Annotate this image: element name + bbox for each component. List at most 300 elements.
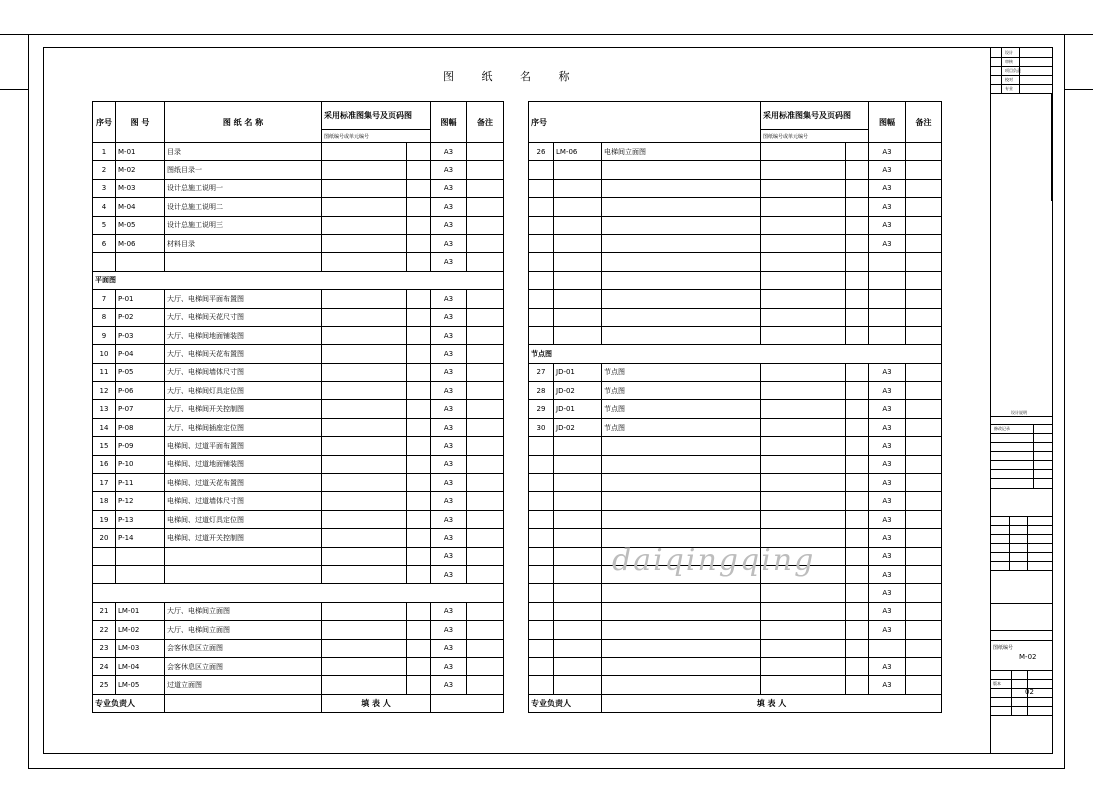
cell-ref bbox=[761, 198, 846, 216]
cell-ref bbox=[322, 179, 407, 197]
cell-ref-sub bbox=[846, 474, 869, 492]
cell-ref-sub bbox=[407, 510, 431, 528]
cell-ref bbox=[322, 676, 407, 694]
page-title: 图 纸 名 称 bbox=[443, 70, 582, 83]
table-row bbox=[93, 529, 504, 547]
cell-code bbox=[116, 547, 165, 565]
cell-no: 8 bbox=[93, 308, 116, 326]
cell-size: A3 bbox=[431, 474, 467, 492]
footer-lead-label: 专业负责人 bbox=[529, 694, 602, 712]
cell-ref bbox=[761, 584, 846, 602]
cell-ref bbox=[761, 253, 846, 271]
cell-code bbox=[554, 198, 602, 216]
cell-name: 大厅、电梯间插座定位图 bbox=[165, 418, 322, 436]
cell-note bbox=[906, 143, 942, 161]
table-row bbox=[93, 400, 504, 418]
cell-ref bbox=[322, 308, 407, 326]
cell-ref bbox=[322, 565, 407, 583]
table-row bbox=[93, 621, 504, 639]
cell-no bbox=[529, 657, 554, 675]
cell-note bbox=[467, 382, 504, 400]
table-header bbox=[93, 102, 504, 130]
cell-note bbox=[467, 437, 504, 455]
cell-name: 电梯间、过道灯具定位图 bbox=[165, 510, 322, 528]
cell-no: 25 bbox=[93, 676, 116, 694]
cell-ref-sub bbox=[407, 639, 431, 657]
cell-note bbox=[467, 565, 504, 583]
cell-ref bbox=[761, 161, 846, 179]
cell-no: 28 bbox=[529, 382, 554, 400]
cell-code: JD-02 bbox=[554, 382, 602, 400]
cell-ref-sub bbox=[407, 657, 431, 675]
cell-ref bbox=[322, 234, 407, 252]
cell-ref-sub bbox=[407, 253, 431, 271]
table-row bbox=[529, 474, 942, 492]
cell-note bbox=[906, 639, 942, 657]
cell-no bbox=[529, 234, 554, 252]
table-row bbox=[529, 657, 942, 675]
table-row bbox=[93, 547, 504, 565]
cell-no bbox=[529, 216, 554, 234]
cell-name bbox=[165, 547, 322, 565]
cell-note bbox=[467, 657, 504, 675]
cell-code: P-12 bbox=[116, 492, 165, 510]
table-row bbox=[93, 639, 504, 657]
cell-code bbox=[554, 161, 602, 179]
cell-ref bbox=[322, 529, 407, 547]
cell-note bbox=[467, 621, 504, 639]
cell-note bbox=[467, 198, 504, 216]
table-row bbox=[529, 161, 942, 179]
sheet-border-bottom bbox=[28, 768, 1065, 769]
cell-note bbox=[906, 234, 942, 252]
cell-no: 12 bbox=[93, 382, 116, 400]
cell-note bbox=[467, 253, 504, 271]
cell-name bbox=[602, 308, 761, 326]
table-row bbox=[529, 179, 942, 197]
cell-name bbox=[602, 161, 761, 179]
cell-note bbox=[467, 492, 504, 510]
cell-ref-sub bbox=[846, 547, 869, 565]
cell-no bbox=[93, 565, 116, 583]
cell-name: 电梯间、过道天花布置图 bbox=[165, 474, 322, 492]
cell-note bbox=[467, 418, 504, 436]
cell-size: A3 bbox=[431, 363, 467, 381]
cell-code: JD-01 bbox=[554, 400, 602, 418]
cell-code bbox=[554, 216, 602, 234]
cell-size: A3 bbox=[431, 400, 467, 418]
cell-name bbox=[602, 639, 761, 657]
cell-size: A3 bbox=[869, 198, 906, 216]
table-row bbox=[529, 602, 942, 620]
cell-ref-sub bbox=[846, 198, 869, 216]
table-row bbox=[529, 253, 942, 271]
cell-note bbox=[467, 474, 504, 492]
col-header-ref-sub: 图纸编号或单元编号 bbox=[322, 130, 431, 143]
cell-name bbox=[602, 584, 761, 602]
cell-no: 26 bbox=[529, 143, 554, 161]
cell-name: 大厅、电梯间天花尺寸图 bbox=[165, 308, 322, 326]
cell-ref-sub bbox=[846, 271, 869, 289]
cell-size: A3 bbox=[431, 382, 467, 400]
table-row bbox=[93, 492, 504, 510]
cell-ref bbox=[761, 179, 846, 197]
cell-ref-sub bbox=[846, 455, 869, 473]
cell-no: 10 bbox=[93, 345, 116, 363]
cell-no: 7 bbox=[93, 290, 116, 308]
col-header-note: 备注 bbox=[467, 102, 504, 143]
cell-name: 材料目录 bbox=[165, 234, 322, 252]
cell-name bbox=[165, 253, 322, 271]
cell-no bbox=[529, 621, 554, 639]
section-row bbox=[93, 271, 504, 289]
cell-code: M-02 bbox=[116, 161, 165, 179]
table-row bbox=[93, 510, 504, 528]
cell-ref-sub bbox=[846, 308, 869, 326]
cell-name bbox=[602, 253, 761, 271]
cell-ref bbox=[761, 492, 846, 510]
cell-ref-sub bbox=[407, 198, 431, 216]
cell-size: A3 bbox=[431, 565, 467, 583]
cell-ref-sub bbox=[407, 621, 431, 639]
cell-no bbox=[529, 602, 554, 620]
cell-ref bbox=[322, 253, 407, 271]
cell-size: A3 bbox=[431, 290, 467, 308]
cell-ref bbox=[322, 382, 407, 400]
cell-code: M-04 bbox=[116, 198, 165, 216]
cell-code bbox=[554, 234, 602, 252]
table-row bbox=[529, 216, 942, 234]
cell-code: P-03 bbox=[116, 326, 165, 344]
cell-no bbox=[529, 437, 554, 455]
cell-size: A3 bbox=[431, 547, 467, 565]
cell-code: P-01 bbox=[116, 290, 165, 308]
table-row bbox=[93, 326, 504, 344]
cell-size: A3 bbox=[431, 253, 467, 271]
title-block bbox=[990, 47, 1053, 754]
cell-ref-sub bbox=[407, 345, 431, 363]
cell-ref bbox=[761, 234, 846, 252]
cell-note bbox=[906, 584, 942, 602]
cell-size bbox=[869, 253, 906, 271]
col-header-ref-sub: 图纸编号或单元编号 bbox=[761, 130, 869, 143]
table-row bbox=[93, 676, 504, 694]
cell-ref-sub bbox=[407, 216, 431, 234]
table-row bbox=[529, 584, 942, 602]
cell-size: A3 bbox=[869, 676, 906, 694]
table-row bbox=[529, 437, 942, 455]
table-row bbox=[529, 143, 942, 161]
cell-ref bbox=[761, 400, 846, 418]
cell-name: 电梯间、过道地面铺装图 bbox=[165, 455, 322, 473]
footer-blank bbox=[431, 694, 504, 712]
cell-name bbox=[602, 676, 761, 694]
footer-filler-label: 填 表 人 bbox=[602, 694, 942, 712]
cell-ref bbox=[322, 400, 407, 418]
cell-name: 大厅、电梯间地面铺装图 bbox=[165, 326, 322, 344]
cell-ref-sub bbox=[407, 437, 431, 455]
cell-no bbox=[529, 271, 554, 289]
table-header bbox=[529, 102, 942, 130]
cell-name: 大厅、电梯间平面布置图 bbox=[165, 290, 322, 308]
cell-ref-sub bbox=[407, 382, 431, 400]
cell-size: A3 bbox=[431, 418, 467, 436]
cell-ref bbox=[322, 621, 407, 639]
cell-note bbox=[906, 455, 942, 473]
cell-no bbox=[529, 179, 554, 197]
cell-ref bbox=[322, 639, 407, 657]
cell-ref-sub bbox=[407, 547, 431, 565]
cell-code: LM-03 bbox=[116, 639, 165, 657]
cell-ref-sub bbox=[407, 363, 431, 381]
table-row bbox=[529, 639, 942, 657]
cell-ref bbox=[322, 455, 407, 473]
cell-no: 4 bbox=[93, 198, 116, 216]
sheet-border-top bbox=[0, 34, 1093, 35]
cell-no: 24 bbox=[93, 657, 116, 675]
cell-ref-sub bbox=[846, 326, 869, 344]
cell-code: LM-04 bbox=[116, 657, 165, 675]
tb-version-label: 版本 bbox=[993, 681, 1001, 686]
cell-ref-sub bbox=[407, 474, 431, 492]
cell-size: A3 bbox=[869, 529, 906, 547]
cell-ref-sub bbox=[407, 308, 431, 326]
cell-ref bbox=[761, 510, 846, 528]
cell-name: 节点图 bbox=[602, 400, 761, 418]
cell-no: 29 bbox=[529, 400, 554, 418]
cell-code: P-07 bbox=[116, 400, 165, 418]
cell-name: 设计总施工说明二 bbox=[165, 198, 322, 216]
cell-name: 电梯间、过道平面布置图 bbox=[165, 437, 322, 455]
cell-ref bbox=[322, 602, 407, 620]
cell-name bbox=[602, 179, 761, 197]
table-row bbox=[93, 657, 504, 675]
cell-code bbox=[554, 529, 602, 547]
cell-no: 14 bbox=[93, 418, 116, 436]
cell-ref-sub bbox=[407, 492, 431, 510]
footer-filler-label: 填 表 人 bbox=[322, 694, 431, 712]
cell-ref-sub bbox=[407, 602, 431, 620]
cell-no: 23 bbox=[93, 639, 116, 657]
cell-ref-sub bbox=[846, 584, 869, 602]
cell-code bbox=[116, 253, 165, 271]
cell-ref bbox=[322, 363, 407, 381]
cell-size: A3 bbox=[431, 510, 467, 528]
cell-ref-sub bbox=[846, 234, 869, 252]
cell-note bbox=[906, 437, 942, 455]
cell-note bbox=[906, 179, 942, 197]
cell-size: A3 bbox=[431, 492, 467, 510]
cell-name bbox=[602, 492, 761, 510]
cell-ref bbox=[322, 326, 407, 344]
cell-ref-sub bbox=[846, 418, 869, 436]
cell-note bbox=[906, 290, 942, 308]
cell-code bbox=[554, 290, 602, 308]
cell-size: A3 bbox=[431, 345, 467, 363]
cell-code: LM-02 bbox=[116, 621, 165, 639]
tb-label-discipline: 专业 bbox=[1005, 86, 1013, 91]
cell-size: A3 bbox=[431, 143, 467, 161]
cell-name bbox=[165, 565, 322, 583]
cell-ref bbox=[761, 363, 846, 381]
cell-note bbox=[467, 529, 504, 547]
cell-ref bbox=[761, 418, 846, 436]
table-row bbox=[93, 565, 504, 583]
cell-ref-sub bbox=[846, 363, 869, 381]
cell-size: A3 bbox=[869, 234, 906, 252]
table-row bbox=[93, 308, 504, 326]
cell-ref-sub bbox=[846, 179, 869, 197]
table-row bbox=[93, 290, 504, 308]
cell-note bbox=[467, 345, 504, 363]
cell-note bbox=[906, 216, 942, 234]
cell-ref bbox=[322, 657, 407, 675]
cell-no bbox=[529, 326, 554, 344]
cell-no: 27 bbox=[529, 363, 554, 381]
cell-size: A3 bbox=[431, 657, 467, 675]
cell-ref-sub bbox=[846, 565, 869, 583]
cell-note bbox=[467, 363, 504, 381]
table-row bbox=[93, 437, 504, 455]
cell-ref bbox=[322, 345, 407, 363]
cell-ref bbox=[761, 676, 846, 694]
cell-note bbox=[906, 529, 942, 547]
cell-size: A3 bbox=[431, 326, 467, 344]
cell-name bbox=[602, 510, 761, 528]
cell-no: 13 bbox=[93, 400, 116, 418]
table-row bbox=[529, 234, 942, 252]
cell-code: M-06 bbox=[116, 234, 165, 252]
cell-size: A3 bbox=[431, 529, 467, 547]
sheet-border-right bbox=[1064, 34, 1065, 768]
cell-note bbox=[467, 308, 504, 326]
cell-ref bbox=[761, 621, 846, 639]
tb-sheet-no: 02 bbox=[1025, 688, 1034, 696]
cell-ref-sub bbox=[846, 492, 869, 510]
cell-name: 节点图 bbox=[602, 418, 761, 436]
cell-note bbox=[906, 382, 942, 400]
table-row bbox=[529, 308, 942, 326]
cell-no bbox=[529, 474, 554, 492]
cell-ref-sub bbox=[407, 326, 431, 344]
col-header-ref: 采用标准图集号及页码图 bbox=[322, 102, 431, 130]
cell-name bbox=[602, 437, 761, 455]
col-header-ref: 采用标准图集号及页码图 bbox=[761, 102, 869, 130]
cell-code: M-03 bbox=[116, 179, 165, 197]
table-row bbox=[529, 676, 942, 694]
cell-size: A3 bbox=[869, 437, 906, 455]
cell-ref-sub bbox=[846, 602, 869, 620]
table-row bbox=[93, 345, 504, 363]
cell-code: LM-05 bbox=[116, 676, 165, 694]
cell-ref-sub bbox=[846, 529, 869, 547]
cell-ref-sub bbox=[407, 400, 431, 418]
table-row bbox=[529, 400, 942, 418]
table-row bbox=[93, 161, 504, 179]
cell-code bbox=[554, 437, 602, 455]
cell-ref bbox=[761, 455, 846, 473]
cell-ref-sub bbox=[407, 161, 431, 179]
cell-note bbox=[467, 455, 504, 473]
cell-name: 会客休息区立面图 bbox=[165, 639, 322, 657]
cell-note bbox=[467, 510, 504, 528]
cell-name: 设计总施工说明三 bbox=[165, 216, 322, 234]
cell-ref bbox=[761, 308, 846, 326]
cell-size: A3 bbox=[869, 400, 906, 418]
cell-note bbox=[467, 400, 504, 418]
table-row bbox=[93, 234, 504, 252]
table-row bbox=[93, 363, 504, 381]
cell-note bbox=[906, 161, 942, 179]
table-row bbox=[529, 621, 942, 639]
cell-size bbox=[869, 326, 906, 344]
cell-name: 节点图 bbox=[602, 382, 761, 400]
cell-ref-sub bbox=[846, 253, 869, 271]
cell-ref bbox=[761, 602, 846, 620]
cell-size: A3 bbox=[431, 676, 467, 694]
cell-ref-sub bbox=[407, 234, 431, 252]
cell-no bbox=[529, 198, 554, 216]
cell-code: JD-02 bbox=[554, 418, 602, 436]
cell-code bbox=[554, 326, 602, 344]
cell-size bbox=[869, 639, 906, 657]
cell-size: A3 bbox=[431, 437, 467, 455]
cell-size: A3 bbox=[431, 455, 467, 473]
tb-drawing-no-label: 图纸编号 bbox=[993, 645, 1014, 651]
col-header-name: 图 纸 名 称 bbox=[165, 102, 322, 143]
cell-code bbox=[554, 657, 602, 675]
cell-no: 20 bbox=[93, 529, 116, 547]
cell-ref bbox=[322, 198, 407, 216]
cell-no bbox=[529, 584, 554, 602]
col-header-code: 图 号 bbox=[116, 102, 165, 143]
tb-drawing-no: M-02 bbox=[1019, 653, 1037, 661]
cell-ref-sub bbox=[407, 529, 431, 547]
cell-ref bbox=[761, 271, 846, 289]
cell-size: A3 bbox=[869, 161, 906, 179]
cell-ref-sub bbox=[846, 161, 869, 179]
cell-size: A3 bbox=[869, 565, 906, 583]
cell-size: A3 bbox=[869, 382, 906, 400]
cell-name: 大厅、电梯间墙体尺寸图 bbox=[165, 363, 322, 381]
cell-note bbox=[906, 602, 942, 620]
cell-ref-sub bbox=[846, 400, 869, 418]
cell-ref-sub bbox=[846, 657, 869, 675]
cell-ref-sub bbox=[846, 621, 869, 639]
cell-ref bbox=[761, 382, 846, 400]
cell-name: 大厅、电梯间天花布置图 bbox=[165, 345, 322, 363]
cell-code: P-11 bbox=[116, 474, 165, 492]
cell-ref-sub bbox=[407, 418, 431, 436]
cell-size: A3 bbox=[869, 474, 906, 492]
cell-note bbox=[467, 216, 504, 234]
cell-note bbox=[906, 271, 942, 289]
cell-size: A3 bbox=[431, 216, 467, 234]
cell-code: LM-01 bbox=[116, 602, 165, 620]
cell-name bbox=[602, 290, 761, 308]
cell-no bbox=[529, 547, 554, 565]
tb-mid-title: 设计说明 bbox=[1011, 410, 1027, 415]
cell-name: 会客休息区立面图 bbox=[165, 657, 322, 675]
cell-no: 16 bbox=[93, 455, 116, 473]
table-row bbox=[529, 363, 942, 381]
cell-code bbox=[554, 510, 602, 528]
cell-ref-sub bbox=[407, 565, 431, 583]
cell-no bbox=[529, 529, 554, 547]
cell-note bbox=[906, 418, 942, 436]
cell-no bbox=[529, 492, 554, 510]
cell-note bbox=[906, 198, 942, 216]
